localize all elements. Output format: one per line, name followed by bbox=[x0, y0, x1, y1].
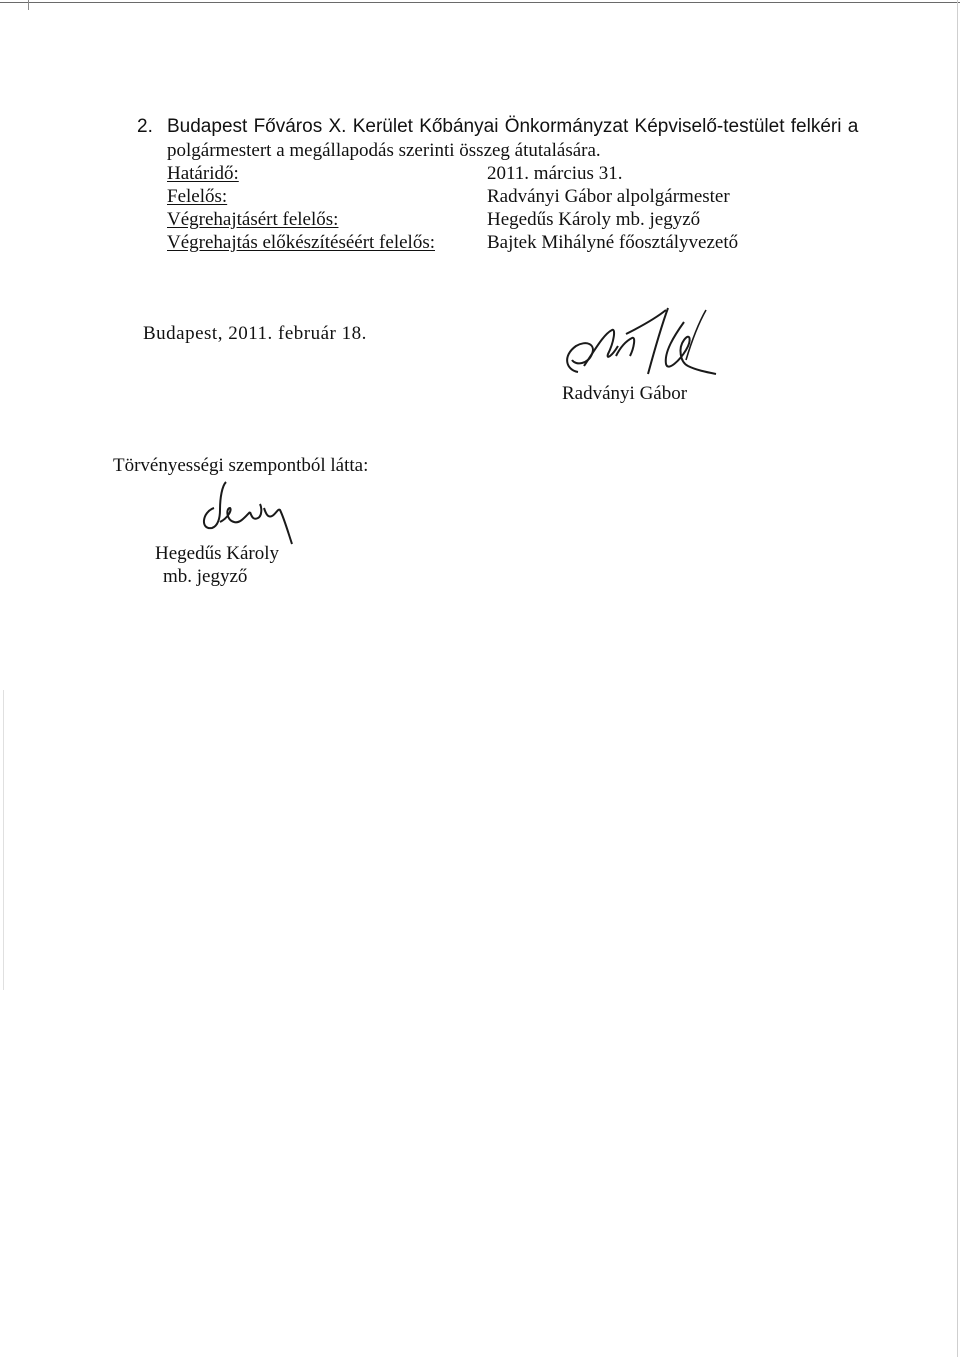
signatory-name: Radványi Gábor bbox=[562, 383, 688, 404]
deadline-value: 2011. március 31. bbox=[487, 163, 623, 184]
legality-name: Hegedűs Károly bbox=[155, 543, 279, 564]
signature-hegedus bbox=[196, 478, 296, 550]
scan-edge-top bbox=[0, 2, 960, 3]
executor-value: Hegedűs Károly mb. jegyző bbox=[487, 209, 701, 230]
item-number: 2. bbox=[137, 116, 153, 137]
signature-radvanyi bbox=[556, 300, 726, 390]
legality-heading: Törvényességi szempontból látta: bbox=[113, 455, 369, 476]
responsible-label: Felelős: bbox=[167, 186, 228, 207]
scan-mark bbox=[28, 0, 29, 10]
preparer-value: Bajtek Mihályné főosztályvezető bbox=[487, 232, 739, 253]
scan-edge-right bbox=[957, 0, 958, 1357]
responsible-value: Radványi Gábor alpolgármester bbox=[487, 186, 730, 207]
executor-label: Végrehajtásért felelős: bbox=[167, 209, 339, 230]
legality-title: mb. jegyző bbox=[163, 566, 248, 587]
item-text-line-2: polgármestert a megállapodás szerinti összeg átutalására. bbox=[167, 140, 601, 161]
scan-edge-left bbox=[3, 690, 4, 990]
deadline-label: Határidő: bbox=[167, 163, 239, 184]
item-text-line-1: Budapest Főváros X. Kerület Kőbányai Önkormányzat Képviselő-testület felkéri a bbox=[167, 116, 859, 137]
date-place: Budapest, 2011. február 18. bbox=[143, 323, 367, 344]
preparer-label: Végrehajtás előkészítéséért felelős: bbox=[167, 232, 435, 253]
